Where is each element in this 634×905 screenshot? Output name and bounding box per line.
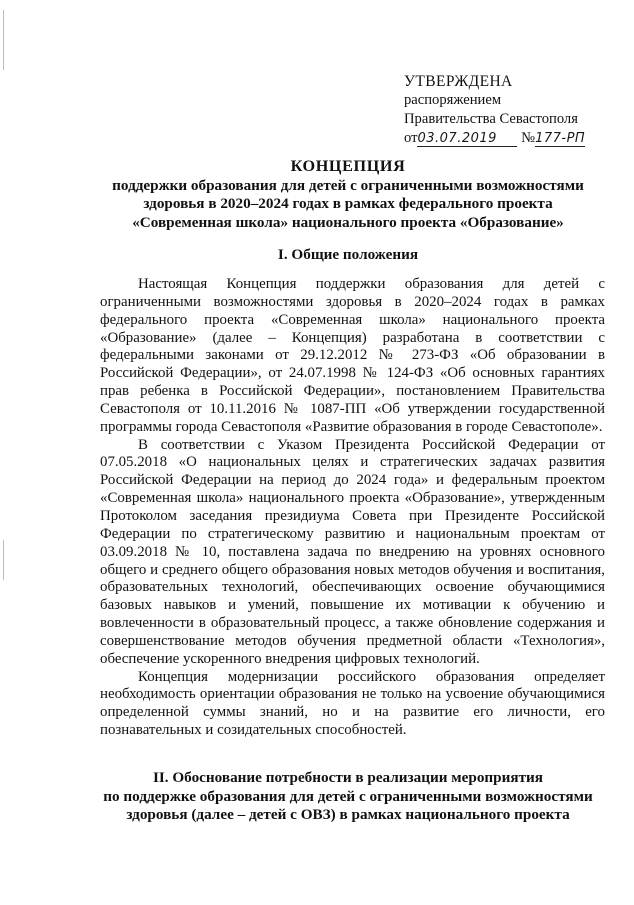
section-1-heading: I. Общие положения bbox=[277, 246, 419, 263]
approval-date-number-line bbox=[404, 129, 614, 148]
section-1-body bbox=[100, 276, 605, 740]
document-title-main: КОНЦЕПЦИЯ bbox=[290, 157, 406, 175]
section-2-heading-line: II. Обоснование потребности в реализации мероприятия bbox=[152, 769, 544, 786]
section-2-heading-line: по поддержке образования для детей с ограниченными возможностями bbox=[103, 787, 593, 805]
document-title-line: здоровья в 2020–2024 годах в рамках федерального проекта bbox=[143, 195, 553, 212]
document-title bbox=[90, 157, 606, 232]
paragraph: Настоящая Концепция поддержки образования для детей с ограниченными возможностями здоровья в 2020–2024 годах в рамках федерального проекта «Современная школа» национального проекта «Образование» (далее – Концепция) разработана в соответствии с федеральными законами от 29.12.2012 № 273-ФЗ «Об образовании в Российской Федерации», от 24.07.1998 № 124-ФЗ «Об основных гарантиях прав ребенка в Российской Федерации», постановлением Правительства Севастополя от 10.11.2016 № 1087-ПП «Об утверждении государственной программы города Севастополя «Развитие образования в городе Севастополе». bbox=[100, 276, 605, 435]
scan-edge-mark bbox=[3, 540, 4, 580]
date-prefix: от bbox=[404, 130, 418, 146]
document-title-line: поддержки образования для детей с ограниченными возможностями bbox=[112, 176, 584, 194]
section-2-heading bbox=[90, 769, 606, 825]
section-2-heading-line: здоровья (далее – детей с ОВЗ) в рамках национального проекта bbox=[126, 806, 570, 823]
scan-edge-mark bbox=[3, 10, 4, 70]
paragraph: В соответствии с Указом Президента Российской Федерации от 07.05.2018 «О национальных целях и стратегических задачах развития Российской Федерации на период до 2024 года» и федеральным проектом «Современная школа» национального проекта «Образование», утвержденным Протоколом заседания президиума Совета при Президенте Российской Федерации по стратегическому развитию и национальным проектам от 03.09.2018 № 10, поставлена задача по внедрению на уровнях основного общего и среднего общего образования новых методов обучения и воспитания, образовательных технологий, обеспечивающих освоение обучающимися базовых навыков и умений, повышение их мотивации к обучению и вовлеченности в образовательный процесс, а также обновление содержания и совершенствование методов обучения предметной области «Технология», обеспечение ускоренного внедрения цифровых технологий. bbox=[100, 436, 605, 667]
approval-title: УТВЕРЖДЕНА bbox=[404, 73, 513, 90]
number-prefix: № bbox=[521, 130, 536, 146]
approval-block bbox=[404, 72, 614, 148]
handwritten-date: 03.07.2019 bbox=[417, 131, 517, 147]
approval-line: распоряжением bbox=[404, 92, 502, 108]
paragraph: Концепция модернизации российского образования определяет необходимость ориентации образования не только на усвоение обучающимися определенной суммы знаний, но и на развитие его личности, его познавательных и созидательных способностей. bbox=[100, 668, 605, 739]
handwritten-number: 177-РП bbox=[535, 131, 586, 146]
approval-line: Правительства Севастополя bbox=[404, 111, 578, 127]
document-title-line: «Современная школа» национального проекта «Образование» bbox=[132, 213, 564, 231]
